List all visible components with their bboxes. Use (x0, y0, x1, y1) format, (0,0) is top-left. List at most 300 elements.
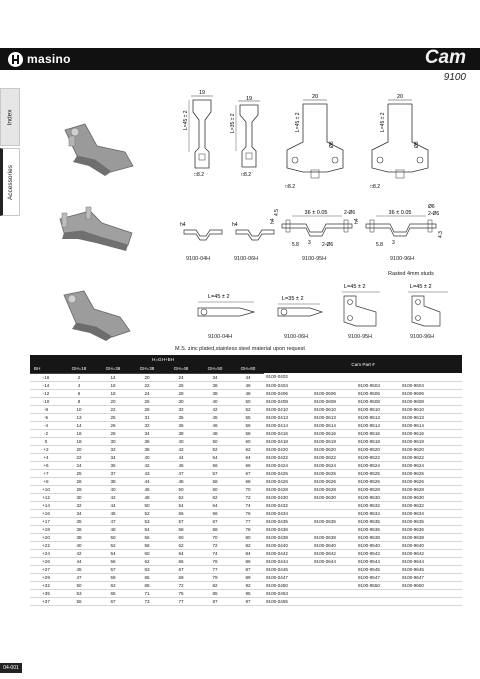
table-cell-dimension: 54 (164, 501, 198, 509)
studs-note: Rasted 4mm studs (388, 271, 434, 277)
table-cell-part-number: 9100-0638 (312, 533, 356, 541)
table-cell-part-number: 9100-9616 (400, 429, 462, 437)
table-cell-dimension: 72 (232, 493, 264, 501)
table-cell-part-number: 9100-9547 (356, 573, 400, 581)
table-cell-part-number (312, 589, 356, 597)
table-cell-part-number: 9100-0628 (312, 485, 356, 493)
table-cell-dimension: 82 (198, 581, 232, 589)
drawing-9100-96h-side (356, 198, 446, 254)
table-cell-part-number: 9100-0447 (264, 573, 312, 581)
table-row (30, 541, 462, 549)
table-cell-dimension: 77 (232, 517, 264, 525)
table-cell-dimension: 28 (96, 429, 130, 437)
table-cell-part-number: 9100-0404 (264, 381, 312, 389)
table-row (30, 509, 462, 517)
table-row (30, 573, 462, 581)
table-row (30, 589, 462, 597)
table-cell-part-number: 9100-9530 (356, 493, 400, 501)
table-cell-dimension: +29 (30, 573, 62, 581)
table-cell-dimension: 42 (164, 445, 198, 453)
table-cell-dimension: 67 (232, 469, 264, 477)
table-row (30, 525, 462, 533)
table-row (30, 557, 462, 565)
table-cell-dimension: 42 (96, 493, 130, 501)
table-cell-dimension: 26 (130, 397, 164, 405)
drawing-9100-04h-top (188, 290, 260, 330)
table-cell-dimension: 54 (198, 453, 232, 461)
table-row (30, 373, 462, 381)
table-cell-part-number: 9100-9532 (356, 501, 400, 509)
table-cell-dimension: 67 (198, 517, 232, 525)
group-header: H=GH+BH (62, 355, 264, 364)
table-cell-dimension: 62 (130, 557, 164, 565)
table-cell-dimension: 34 (62, 509, 96, 517)
table-cell-dimension: 52 (96, 541, 130, 549)
table-cell-part-number (312, 509, 356, 517)
table-cell-part-number (312, 565, 356, 573)
table-cell-part-number: 9100-0414 (264, 421, 312, 429)
table-cell-dimension: 28 (130, 405, 164, 413)
table-cell-dimension: +14 (30, 501, 62, 509)
table-cell-dimension: 38 (62, 533, 96, 541)
table-cell-dimension: 53 (130, 517, 164, 525)
table-row (30, 405, 462, 413)
table-cell-part-number: 9100-9526 (356, 477, 400, 485)
table-row (30, 413, 462, 421)
table-cell-dimension: 30 (164, 397, 198, 405)
dim-5-8: 5.8 (292, 242, 299, 248)
dim-holes-6: 2-Ø6 (428, 211, 440, 217)
table-cell-part-number: 9100-0625 (312, 469, 356, 477)
table-cell-dimension: 57 (198, 469, 232, 477)
table-cell-dimension: 62 (164, 541, 198, 549)
table-cell-part-number: 9100-9525 (356, 469, 400, 477)
table-cell-dimension: 66 (198, 509, 232, 517)
table-cell-dimension: 76 (198, 557, 232, 565)
table-cell-dimension: 65 (130, 573, 164, 581)
table-cell-dimension: 87 (232, 565, 264, 573)
table-row (30, 389, 462, 397)
drawing-9100-06h-top (272, 292, 334, 330)
table-cell-dimension: 65 (96, 589, 130, 597)
table-cell-part-number: 9100-9613 (400, 413, 462, 421)
part-header: Cam Part # (264, 355, 462, 373)
table-cell-part-number: 9100-9506 (356, 389, 400, 397)
table-cell-dimension: 86 (232, 557, 264, 565)
drawing-9100-95h-side (272, 198, 360, 254)
cam-table-body (30, 373, 462, 605)
table-cell-dimension: 55 (232, 413, 264, 421)
table-cell-part-number: 9100-9636 (400, 525, 462, 533)
table-cell-dimension: +27 (30, 565, 62, 573)
table-cell-dimension: 68 (232, 477, 264, 485)
table-cell-dimension: 52 (232, 405, 264, 413)
table-cell-part-number (356, 373, 400, 381)
table-cell-dimension: 40 (164, 437, 198, 445)
table-cell-dimension: 62 (198, 493, 232, 501)
col-header-gh50: GH=50 (198, 364, 232, 373)
table-cell-dimension: 85 (198, 589, 232, 597)
table-cell-dimension: 79 (198, 573, 232, 581)
table-cell-part-number: 9100-0610 (312, 405, 356, 413)
table-cell-dimension: +37 (30, 597, 62, 605)
table-cell-part-number: 9100-9650 (400, 581, 462, 589)
table-cell-part-number: 9100-9534 (356, 509, 400, 517)
caption-9100-95h: 9100-95H (302, 256, 327, 262)
table-cell-dimension: -12 (30, 389, 62, 397)
caption2-9100-95h: 9100-95H (348, 334, 373, 340)
col-header-gh60: GH=60 (232, 364, 264, 373)
table-cell-dimension: 78 (232, 525, 264, 533)
table-cell-dimension: 28 (164, 389, 198, 397)
table-cell-part-number: 9100-0428 (264, 485, 312, 493)
table-cell-dimension: 84 (232, 549, 264, 557)
table-cell-part-number: 9100-0440 (264, 541, 312, 549)
table-cell-part-number: 9100-9535 (356, 517, 400, 525)
table-cell-dimension: 64 (198, 501, 232, 509)
table-cell-dimension: 57 (164, 517, 198, 525)
tab-index[interactable] (0, 88, 20, 146)
dim-center-36: 36 ± 0.05 (388, 210, 412, 216)
table-cell-part-number: 9100-9510 (356, 405, 400, 413)
table-cell-part-number: 9100-9640 (400, 541, 462, 549)
caption-9100-96h: 9100-96H (390, 256, 415, 262)
drawing-9100-04h-front (185, 90, 220, 190)
table-cell-dimension: -5 (30, 413, 62, 421)
table-cell-dimension: 4 (62, 381, 96, 389)
table-cell-dimension: 62 (96, 581, 130, 589)
table-row (30, 501, 462, 509)
table-cell-dimension: 36 (96, 461, 130, 469)
table-cell-part-number (312, 573, 356, 581)
table-row (30, 469, 462, 477)
table-cell-dimension: 0 (30, 437, 62, 445)
table-cell-dimension: 44 (130, 477, 164, 485)
table-cell-dimension: 48 (198, 429, 232, 437)
page-subtitle: 9100 (443, 72, 466, 83)
table-cell-part-number: 9100-0413 (264, 413, 312, 421)
table-cell-dimension: 28 (62, 485, 96, 493)
drawing-9100-95h-front (283, 92, 353, 192)
dim-h4: h4 (232, 222, 238, 228)
table-cell-part-number (400, 597, 462, 605)
table-cell-part-number (400, 373, 462, 381)
table-cell-part-number: 9100-9504 (356, 381, 400, 389)
table-cell-part-number (312, 525, 356, 533)
table-cell-part-number: 9100-0434 (264, 509, 312, 517)
table-cell-part-number: 9100-9634 (400, 509, 462, 517)
table-cell-dimension: +24 (30, 549, 62, 557)
table-cell-part-number: 9100-0436 (264, 525, 312, 533)
table-cell-dimension: 77 (198, 565, 232, 573)
table-cell-dimension: +20 (30, 533, 62, 541)
table-cell-part-number: 9100-0410 (264, 405, 312, 413)
table-cell-part-number: 9100-9508 (356, 397, 400, 405)
table-cell-part-number: 9100-9618 (400, 437, 462, 445)
table-cell-part-number (312, 381, 356, 389)
table-cell-part-number (356, 597, 400, 605)
table-cell-dimension: 32 (96, 445, 130, 453)
table-row (30, 533, 462, 541)
table-cell-dimension: 40 (62, 541, 96, 549)
table-cell-part-number: 9100-0438 (264, 533, 312, 541)
table-cell-dimension: 14 (96, 373, 130, 381)
table-cell-dimension: +2 (30, 445, 62, 453)
table-cell-dimension: 35 (62, 517, 96, 525)
table-cell-part-number (356, 589, 400, 597)
table-cell-dimension: -2 (30, 429, 62, 437)
table-cell-dimension: 6 (62, 389, 96, 397)
table-cell-dimension: 87 (198, 597, 232, 605)
table-cell-dimension: +35 (30, 589, 62, 597)
col-header-gh38: GH=38 (130, 364, 164, 373)
dim-h4: h4 (270, 218, 276, 224)
col-header-gh48: GH=48 (164, 364, 198, 373)
dim-square-8-2: □8.2 (285, 184, 295, 190)
table-cell-dimension: 20 (96, 397, 130, 405)
table-cell-dimension: 10 (62, 405, 96, 413)
table-row (30, 429, 462, 437)
table-cell-part-number: 9100-9644 (400, 557, 462, 565)
table-cell-dimension: 47 (96, 517, 130, 525)
table-cell-dimension: 74 (232, 501, 264, 509)
table-cell-part-number: 9100-9620 (400, 445, 462, 453)
table-cell-dimension: 64 (164, 549, 198, 557)
table-cell-dimension: 24 (164, 373, 198, 381)
table-cell-dimension: 26 (96, 421, 130, 429)
table-cell-part-number: 9100-9630 (400, 493, 462, 501)
table-cell-dimension: 50 (96, 533, 130, 541)
table-cell-dimension: 56 (130, 533, 164, 541)
table-cell-part-number: 9100-9632 (400, 501, 462, 509)
caption2-9100-04h: 9100-04H (208, 334, 233, 340)
cam-photo-04h (55, 112, 140, 182)
table-cell-dimension: 46 (198, 421, 232, 429)
dim-length-35: L=35 ± 2 (282, 296, 304, 302)
table-cell-dimension: +12 (30, 493, 62, 501)
table-cell-dimension: 46 (96, 509, 130, 517)
dim-3: 3 (308, 240, 311, 246)
caption-9100-06h: 9100-06H (234, 256, 259, 262)
table-cell-part-number: 9100-0435 (264, 517, 312, 525)
dim-length-45: L=45 ± 2 (344, 284, 366, 290)
table-cell-dimension: 59 (96, 573, 130, 581)
dim-3: 3 (392, 240, 395, 246)
table-cell-part-number: 9100-9516 (356, 429, 400, 437)
table-cell-dimension: 38 (198, 389, 232, 397)
table-cell-dimension: 22 (96, 405, 130, 413)
table-cell-dimension: +22 (30, 541, 62, 549)
table-cell-dimension: 42 (130, 461, 164, 469)
table-cell-part-number: 9100-9624 (400, 461, 462, 469)
table-cell-dimension: 82 (232, 541, 264, 549)
table-cell-dimension: 95 (232, 589, 264, 597)
table-cell-dimension: 69 (164, 573, 198, 581)
table-cell-dimension: 20 (62, 445, 96, 453)
table-cell-dimension: 60 (130, 549, 164, 557)
table-cell-dimension: 30 (62, 493, 96, 501)
table-cell-dimension: 56 (198, 461, 232, 469)
cam-table (30, 355, 462, 606)
table-cell-part-number: 9100-0450 (264, 581, 312, 589)
table-cell-part-number: 9100-0618 (312, 437, 356, 445)
table-cell-part-number: 9100-9642 (400, 549, 462, 557)
dim-width-20: 20 (311, 94, 319, 100)
dim-length-45: L=45 ± 2 (410, 284, 432, 290)
table-cell-part-number: 9100-9647 (400, 573, 462, 581)
table-cell-dimension: 56 (96, 557, 130, 565)
table-cell-part-number: 9100-0606 (312, 389, 356, 397)
table-cell-dimension: +18 (30, 525, 62, 533)
table-cell-part-number: 9100-0432 (264, 501, 312, 509)
table-cell-dimension: 50 (164, 485, 198, 493)
table-cell-dimension: 60 (198, 485, 232, 493)
col-header-bh: BH (30, 364, 62, 373)
header-bar (0, 48, 480, 70)
table-cell-part-number: 9100-0640 (312, 541, 356, 549)
table-cell-dimension: 48 (164, 477, 198, 485)
table-cell-part-number (312, 581, 356, 589)
table-cell-dimension: 16 (62, 429, 96, 437)
table-cell-part-number: 9100-9538 (356, 533, 400, 541)
table-cell-part-number: 9100-9608 (400, 397, 462, 405)
table-cell-dimension: 52 (198, 445, 232, 453)
table-cell-part-number: 9100-0644 (312, 557, 356, 565)
col-header-gh36: GH=36 (96, 364, 130, 373)
table-cell-dimension: 18 (96, 389, 130, 397)
table-cell-part-number: 9100-9625 (400, 469, 462, 477)
table-cell-dimension: 47 (62, 573, 96, 581)
table-cell-dimension: 34 (96, 453, 130, 461)
table-cell-dimension: 75 (164, 589, 198, 597)
table-cell-part-number: 9100-9635 (400, 517, 462, 525)
table-cell-dimension: +6 (30, 461, 62, 469)
table-cell-dimension: 50 (62, 581, 96, 589)
dim-holes-6: 2-Ø6 (344, 210, 356, 216)
table-cell-dimension: 67 (164, 565, 198, 573)
table-cell-part-number: 9100-0402 (264, 373, 312, 381)
table-cell-dimension: 58 (164, 525, 198, 533)
table-cell-part-number: 9100-0455 (264, 597, 312, 605)
table-cell-dimension: 35 (164, 413, 198, 421)
table-cell-part-number: 9100-9550 (356, 581, 400, 589)
tab-accessories[interactable] (0, 148, 20, 216)
table-row (30, 493, 462, 501)
table-cell-part-number (312, 373, 356, 381)
table-cell-dimension: 57 (96, 565, 130, 573)
table-row (30, 485, 462, 493)
table-cell-dimension: 70 (232, 485, 264, 493)
table-cell-part-number: 9100-0608 (312, 397, 356, 405)
table-cell-part-number: 9100-9528 (356, 485, 400, 493)
table-cell-dimension: 30 (96, 437, 130, 445)
table-cell-dimension: 60 (232, 437, 264, 445)
drawing-9100-95h-top (336, 282, 396, 334)
table-cell-dimension: 22 (130, 381, 164, 389)
dim-square-8-2: □8.2 (370, 184, 380, 190)
table-cell-dimension: 50 (232, 397, 264, 405)
table-cell-part-number: 9100-0622 (312, 453, 356, 461)
dim-diameter-6: Ø6 (428, 204, 435, 210)
table-cell-part-number: 9100-9522 (356, 453, 400, 461)
table-cell-part-number: 9100-0408 (264, 397, 312, 405)
table-cell-dimension: +8 (30, 477, 62, 485)
table-row (30, 517, 462, 525)
table-cell-part-number: 9100-9614 (400, 421, 462, 429)
dim-square-8-2: □8.2 (194, 172, 204, 178)
table-cell-dimension: 50 (198, 437, 232, 445)
table-cell-dimension: 32 (164, 405, 198, 413)
table-cell-part-number: 9100-9545 (356, 565, 400, 573)
table-cell-dimension: 52 (164, 493, 198, 501)
caption2-9100-96h: 9100-96H (410, 334, 435, 340)
table-cell-dimension: 44 (232, 373, 264, 381)
tab-index-label: Index (6, 109, 14, 125)
brand-logo (8, 51, 71, 67)
tab-accessories-label: Accessories (7, 164, 15, 200)
table-cell-dimension: 36 (164, 421, 198, 429)
table-row (30, 437, 462, 445)
table-cell-part-number: 9100-0444 (264, 557, 312, 565)
table-cell-part-number (400, 589, 462, 597)
table-cell-dimension: 58 (130, 541, 164, 549)
table-row (30, 445, 462, 453)
table-cell-dimension: 80 (232, 533, 264, 541)
dim-center-36: 36 ± 0.05 (304, 210, 328, 216)
table-cell-part-number: 9100-0445 (264, 565, 312, 573)
table-cell-part-number: 9100-9544 (356, 557, 400, 565)
table-cell-part-number: 9100-9536 (356, 525, 400, 533)
masino-logo-icon (8, 52, 23, 67)
dim-width-19: 19 (245, 96, 253, 102)
dim-4-3: 4.3 (438, 231, 444, 238)
table-row (30, 565, 462, 573)
dim-width-20: 20 (396, 94, 404, 100)
dim-square-8-2: □8.2 (241, 172, 251, 178)
drawing-9100-96h-top (398, 282, 460, 334)
table-cell-dimension: -4 (30, 421, 62, 429)
table-cell-dimension: 58 (198, 477, 232, 485)
table-cell-dimension: 44 (62, 557, 96, 565)
table-row (30, 397, 462, 405)
table-cell-dimension: 42 (62, 549, 96, 557)
table-cell-dimension: 55 (62, 597, 96, 605)
table-cell-dimension: 72 (198, 541, 232, 549)
dim-h4: h4 (180, 222, 186, 228)
dim-length-45: L=45 ± 2 (183, 110, 189, 130)
table-row (30, 453, 462, 461)
table-cell-dimension: 68 (198, 525, 232, 533)
table-cell-dimension: +17 (30, 517, 62, 525)
table-cell-dimension: 45 (62, 565, 96, 573)
caption2-9100-06h: 9100-06H (284, 334, 309, 340)
table-cell-dimension: 40 (198, 397, 232, 405)
table-cell-dimension: 22 (62, 453, 96, 461)
table-row (30, 421, 462, 429)
table-cell-dimension: +32 (30, 581, 62, 589)
table-cell-dimension: +16 (30, 509, 62, 517)
table-cell-dimension: +4 (30, 453, 62, 461)
table-cell-dimension: 71 (130, 589, 164, 597)
table-cell-part-number: 9100-9638 (400, 533, 462, 541)
table-cell-part-number: 9100-0616 (312, 429, 356, 437)
table-cell-dimension: 44 (164, 453, 198, 461)
table-cell-dimension: 47 (164, 469, 198, 477)
cam-photo-95h (52, 205, 137, 260)
table-cell-part-number (312, 501, 356, 509)
table-cell-dimension: 45 (198, 413, 232, 421)
drawing-9100-96h-front (368, 92, 438, 192)
